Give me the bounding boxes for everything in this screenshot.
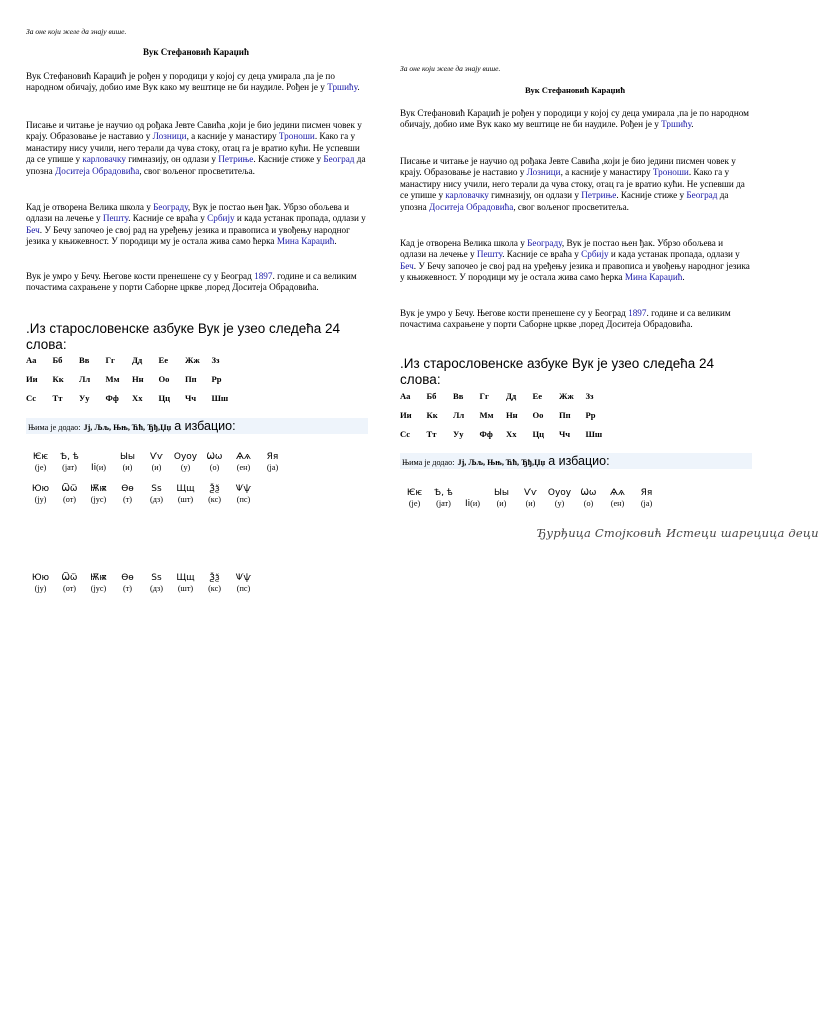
removed-letter: Щщ (шт) — [176, 484, 195, 504]
link-loznica[interactable]: Лозници — [526, 167, 561, 178]
removed-letter: Ѳѳ (т) — [121, 573, 134, 593]
removed-letter: Ѿѿ (от) — [61, 573, 78, 593]
removed-letter: Юю (ју) — [31, 484, 50, 504]
alphabet-heading: .Из старословенске азбуке Вук је узео следећа 24 слова: — [26, 321, 341, 352]
alphabet-row: Аа Бб Вв Гг Дд Ее Жж Зз — [26, 355, 220, 365]
link-beogradu[interactable]: Београду — [153, 202, 188, 212]
alphabet-grid — [400, 391, 750, 439]
removed-letter: Ѕѕ (дз) — [150, 573, 163, 593]
link-srbija[interactable]: Србију — [207, 213, 235, 224]
paragraph-school: Кад је отворена Велика школа у Београду, Вук је постао њен ђак. Убрзо обољева и одлази на лечење у Пешту. Касније се враћа у Србију и када устанак пропада, одлази у Беч. У Бечу започео је свој рад на уређењу језика и правописа и увођењу народног језика у књижевност. У породици му је остала жива само ћерка Мина Караџић. — [26, 202, 366, 247]
removed-letter: Ѭѭ (јус) — [90, 484, 107, 504]
document-title: Вук Стефановић Караџић — [142, 47, 249, 57]
signature: Ђурђица Стојковић Истеци шарецица деци — [537, 526, 819, 540]
removed-letter: Ѡѡ (о) — [580, 488, 597, 508]
removed-letter: Ѯѯ (кс) — [208, 573, 221, 593]
link-1897[interactable]: 1897 — [628, 308, 647, 318]
removed-letter: Іі(и) — [91, 463, 106, 473]
removed-letter: Ѧѧ (ен) — [236, 452, 251, 472]
removed-letter: Яя (ја) — [266, 452, 279, 472]
removed-letter: Ѣ, ѣ (јат) — [434, 488, 453, 508]
removed-letter: Ѭѭ (јус) — [90, 573, 107, 593]
link-petrinje[interactable]: Петриње — [581, 190, 617, 201]
paragraph-school: Кад је отворена Велика школа у Београду, Вук је постао њен ђак. Убрзо обољева и одлази на лечење у Пешту. Касније се враћа у Србију и када устанак пропада, одлази у Беч. У Бечу започео је свој рад на уређењу језика и правописа и увођењу народног језика у књижевност. У породици му је остала жива само ћерка Мина Караџић. — [400, 238, 750, 283]
removed-letter: Ѿѿ (от) — [61, 484, 78, 504]
link-beograd[interactable]: Београд — [323, 154, 355, 165]
alphabet-heading: .Из старословенске азбуке Вук је узео следећа 24 слова: — [400, 356, 715, 387]
alphabet-grid — [26, 355, 366, 403]
link-beogradu[interactable]: Београду — [527, 238, 562, 248]
removed-letter: Ыы (и) — [493, 488, 510, 508]
removed-letter: Ѱѱ (пс) — [235, 484, 252, 504]
link-bec[interactable]: Беч — [26, 224, 40, 235]
alphabet-row: Ии Кк Лл Мм Нн Оо Пп Рр — [26, 374, 222, 384]
removed-letter: Яя (ја) — [640, 488, 653, 508]
removed-letter: Іі(и) — [465, 499, 480, 509]
removed-letter: Юю (ју) — [31, 573, 50, 593]
removed-letter: Ѣ, ѣ (јат) — [60, 452, 79, 472]
paragraph-birth: Вук Стефановић Караџић је рођен у породици у којој су деца умирала ,па је по народном обичају, добио име Вук како му вештице не би наудиле. Рођен је у Тршићу. — [400, 108, 749, 130]
link-petrinje[interactable]: Петриње — [218, 154, 254, 165]
link-mina[interactable]: Мина Караџић — [624, 272, 683, 283]
link-srbija[interactable]: Србију — [581, 249, 609, 260]
link-1897[interactable]: 1897 — [254, 271, 273, 281]
added-letters-box: Њима је додао: Јј, Љљ, Њњ, Ћћ, Ђђ,Џџ а избацио: — [400, 453, 752, 469]
removed-letter: Ѵѵ (и) — [149, 452, 164, 472]
paragraph-death: Вук је умро у Бечу. Његове кости пренешене су у Београд 1897. године и са великим почастима сахрањене у порти Саборне цркве ,поред Доситеја Обрадовића. — [400, 308, 731, 330]
alphabet-row: Сс Тт Уу Фф Хх Цц Чч Шш — [26, 393, 229, 403]
removed-letter: Ыы (и) — [119, 452, 136, 472]
alphabet-row: Аа Бб Вв Гг Дд Ее Жж Зз — [400, 391, 594, 401]
removed-letter: Ѳѳ (т) — [121, 484, 134, 504]
removed-letter: Щщ (шт) — [176, 573, 195, 593]
removed-letter: Ѯѯ (кс) — [208, 484, 221, 504]
removed-letters-row-2 — [26, 484, 366, 505]
intro-note: За оне који желе да знају више. — [26, 27, 127, 36]
link-tronosa[interactable]: Троноши — [278, 131, 315, 142]
removed-letters-row — [26, 452, 366, 475]
link-beograd[interactable]: Београд — [686, 190, 718, 201]
removed-letter: Ѧѧ (ен) — [610, 488, 625, 508]
link-trsic[interactable]: Тршићу — [327, 82, 358, 93]
added-letters-box: Њима је додао: Јј, Љљ, Њњ, Ћћ, Ђђ,Џџ а избацио: — [26, 418, 368, 434]
link-pesta[interactable]: Пешту — [102, 213, 129, 224]
removed-letter: Оуоу (у) — [173, 452, 198, 472]
paragraph-education: Писање и читање је научио од рођака Јевте Савића ,који је био једини писмен човек у крају. Образовање је наставио у Лозници, а касније у манастиру Троноши. Како га у манастиру нису учили, него терали да чува стоку, отац га је вратио кући. Не успевши да се упише у карловачку гимназију, он одлази у Петриње. Касније стиже у Београд да упозна Доситеја Обрадовића, свог вољеног просветитеља. — [26, 120, 366, 176]
removed-letter: Ѕѕ (дз) — [150, 484, 163, 504]
removed-letter: Ѡѡ (о) — [206, 452, 223, 472]
paragraph-death: Вук је умро у Бечу. Његове кости пренешене су у Београд 1897. године и са великим почастима сахрањене у порти Саборне цркве ,поред Доситеја Обрадовића. — [26, 271, 357, 293]
removed-letter: Ѥѥ (је) — [32, 452, 49, 472]
removed-letter: Оуоу (у) — [547, 488, 572, 508]
link-karlovacka[interactable]: карловачку — [82, 154, 126, 165]
alphabet-row: Ии Кк Лл Мм Нн Оо Пп Рр — [400, 410, 596, 420]
link-dositej[interactable]: Доситеја Обрадовића — [55, 165, 140, 176]
link-tronosa[interactable]: Троноши — [652, 167, 689, 178]
removed-letter: Ѥѥ (је) — [406, 488, 423, 508]
link-bec[interactable]: Беч — [400, 260, 414, 271]
link-mina[interactable]: Мина Караџић — [276, 236, 335, 247]
link-loznica[interactable]: Лозници — [152, 131, 187, 142]
intro-note: За оне који желе да знају више. — [400, 64, 501, 73]
link-karlovacka[interactable]: карловачку — [445, 190, 489, 201]
link-dositej[interactable]: Доситеја Обрадовића — [429, 201, 514, 212]
document-title: Вук Стефановић Караџић — [524, 85, 626, 95]
removed-letters-row-2-repeat — [26, 573, 366, 594]
link-pesta[interactable]: Пешту — [476, 249, 503, 260]
removed-letter: Ѱѱ (пс) — [235, 573, 252, 593]
removed-letter: Ѵѵ (и) — [523, 488, 538, 508]
removed-letters-row — [400, 488, 750, 511]
paragraph-birth: Вук Стефановић Караџић је рођен у породици у којој су деца умирала ,па је по народном обичају, добио име Вук како му вештице не би наудиле. Рођен је у Тршићу. — [26, 71, 360, 93]
link-trsic[interactable]: Тршићу — [661, 119, 692, 130]
alphabet-row: Сс Тт Уу Фф Хх Цц Чч Шш — [400, 429, 603, 439]
paragraph-education: Писање и читање је научио од рођака Јевте Савића ,који је био једини писмен човек у крају. Образовање је наставио у Лозници, а касније у манастиру Троноши. Како га у манастиру нису учили, него терали да чува стоку, отац га је вратио кући. Не успевши да се упише у карловачку гимназију, он одлази у Петриње. Касније стиже у Београд да упозна Доситеја Обрадовића, свог вољеног просветитеља. — [400, 156, 745, 212]
